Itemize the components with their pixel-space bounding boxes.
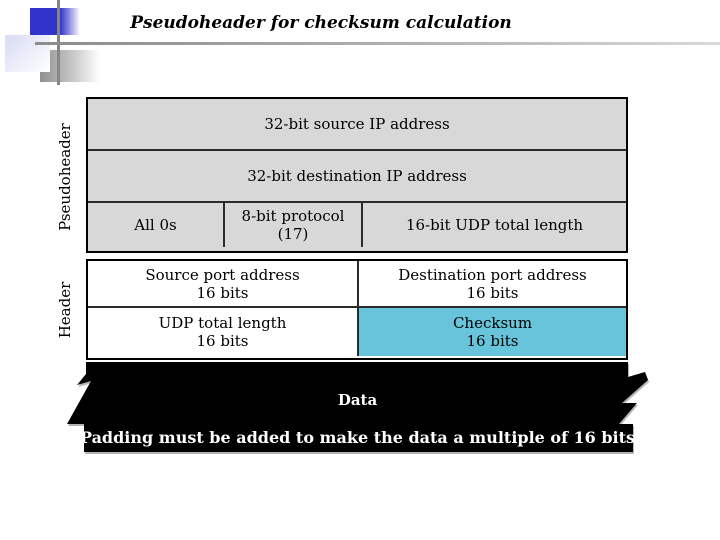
dest-ip-label: 32-bit destination IP address (247, 167, 467, 185)
all-zeros-label: All 0s (134, 216, 177, 234)
row-protocol (88, 203, 626, 247)
source-port-label-line1: Source port address (145, 265, 300, 284)
dest-port-label-line1: Destination port address (398, 265, 587, 284)
data-padding-note: (Padding must be added to make the data a multiple of 16 bits) (72, 428, 643, 447)
udp-length-label: 16-bit UDP total length (405, 216, 584, 234)
row-dest-ip (88, 151, 626, 203)
cell-udp-length (361, 203, 626, 247)
dest-port-label-line2: 16 bits (466, 283, 519, 302)
protocol-label-line1: 8-bit protocol (241, 207, 345, 225)
pseudoheader-table (86, 97, 628, 253)
cell-dest-port (357, 261, 626, 306)
udp-total-label-line1: UDP total length (158, 314, 287, 332)
udp-total-label-line2: 16 bits (196, 332, 249, 350)
cell-checksum (357, 308, 626, 356)
protocol-label-line2: (17) (277, 225, 309, 243)
checksum-label-line1: Checksum (452, 314, 533, 332)
cell-all-zeros (88, 203, 223, 247)
row-ports (88, 261, 626, 308)
source-ip-label: 32-bit source IP address (264, 115, 450, 133)
cell-protocol (223, 203, 361, 247)
decor-blue-square (30, 8, 58, 35)
decor-blue-fade-square (60, 8, 80, 35)
checksum-label-line2: 16 bits (466, 332, 519, 350)
row-length-checksum (88, 308, 626, 356)
source-port-label-line2: 16 bits (196, 283, 249, 302)
cell-source-port (88, 261, 357, 306)
header-side-label: Header (56, 281, 74, 339)
title-underline (35, 42, 720, 45)
udp-header-table (86, 259, 628, 360)
data-banner-title: Data (337, 391, 378, 409)
pseudoheader-side-label: Pseudoheader (56, 123, 74, 231)
slide-title: Pseudoheader for checksum calculation (130, 13, 512, 33)
decor-pale-square (5, 35, 50, 72)
row-source-ip (88, 99, 626, 151)
cell-udp-total-length (88, 308, 357, 356)
